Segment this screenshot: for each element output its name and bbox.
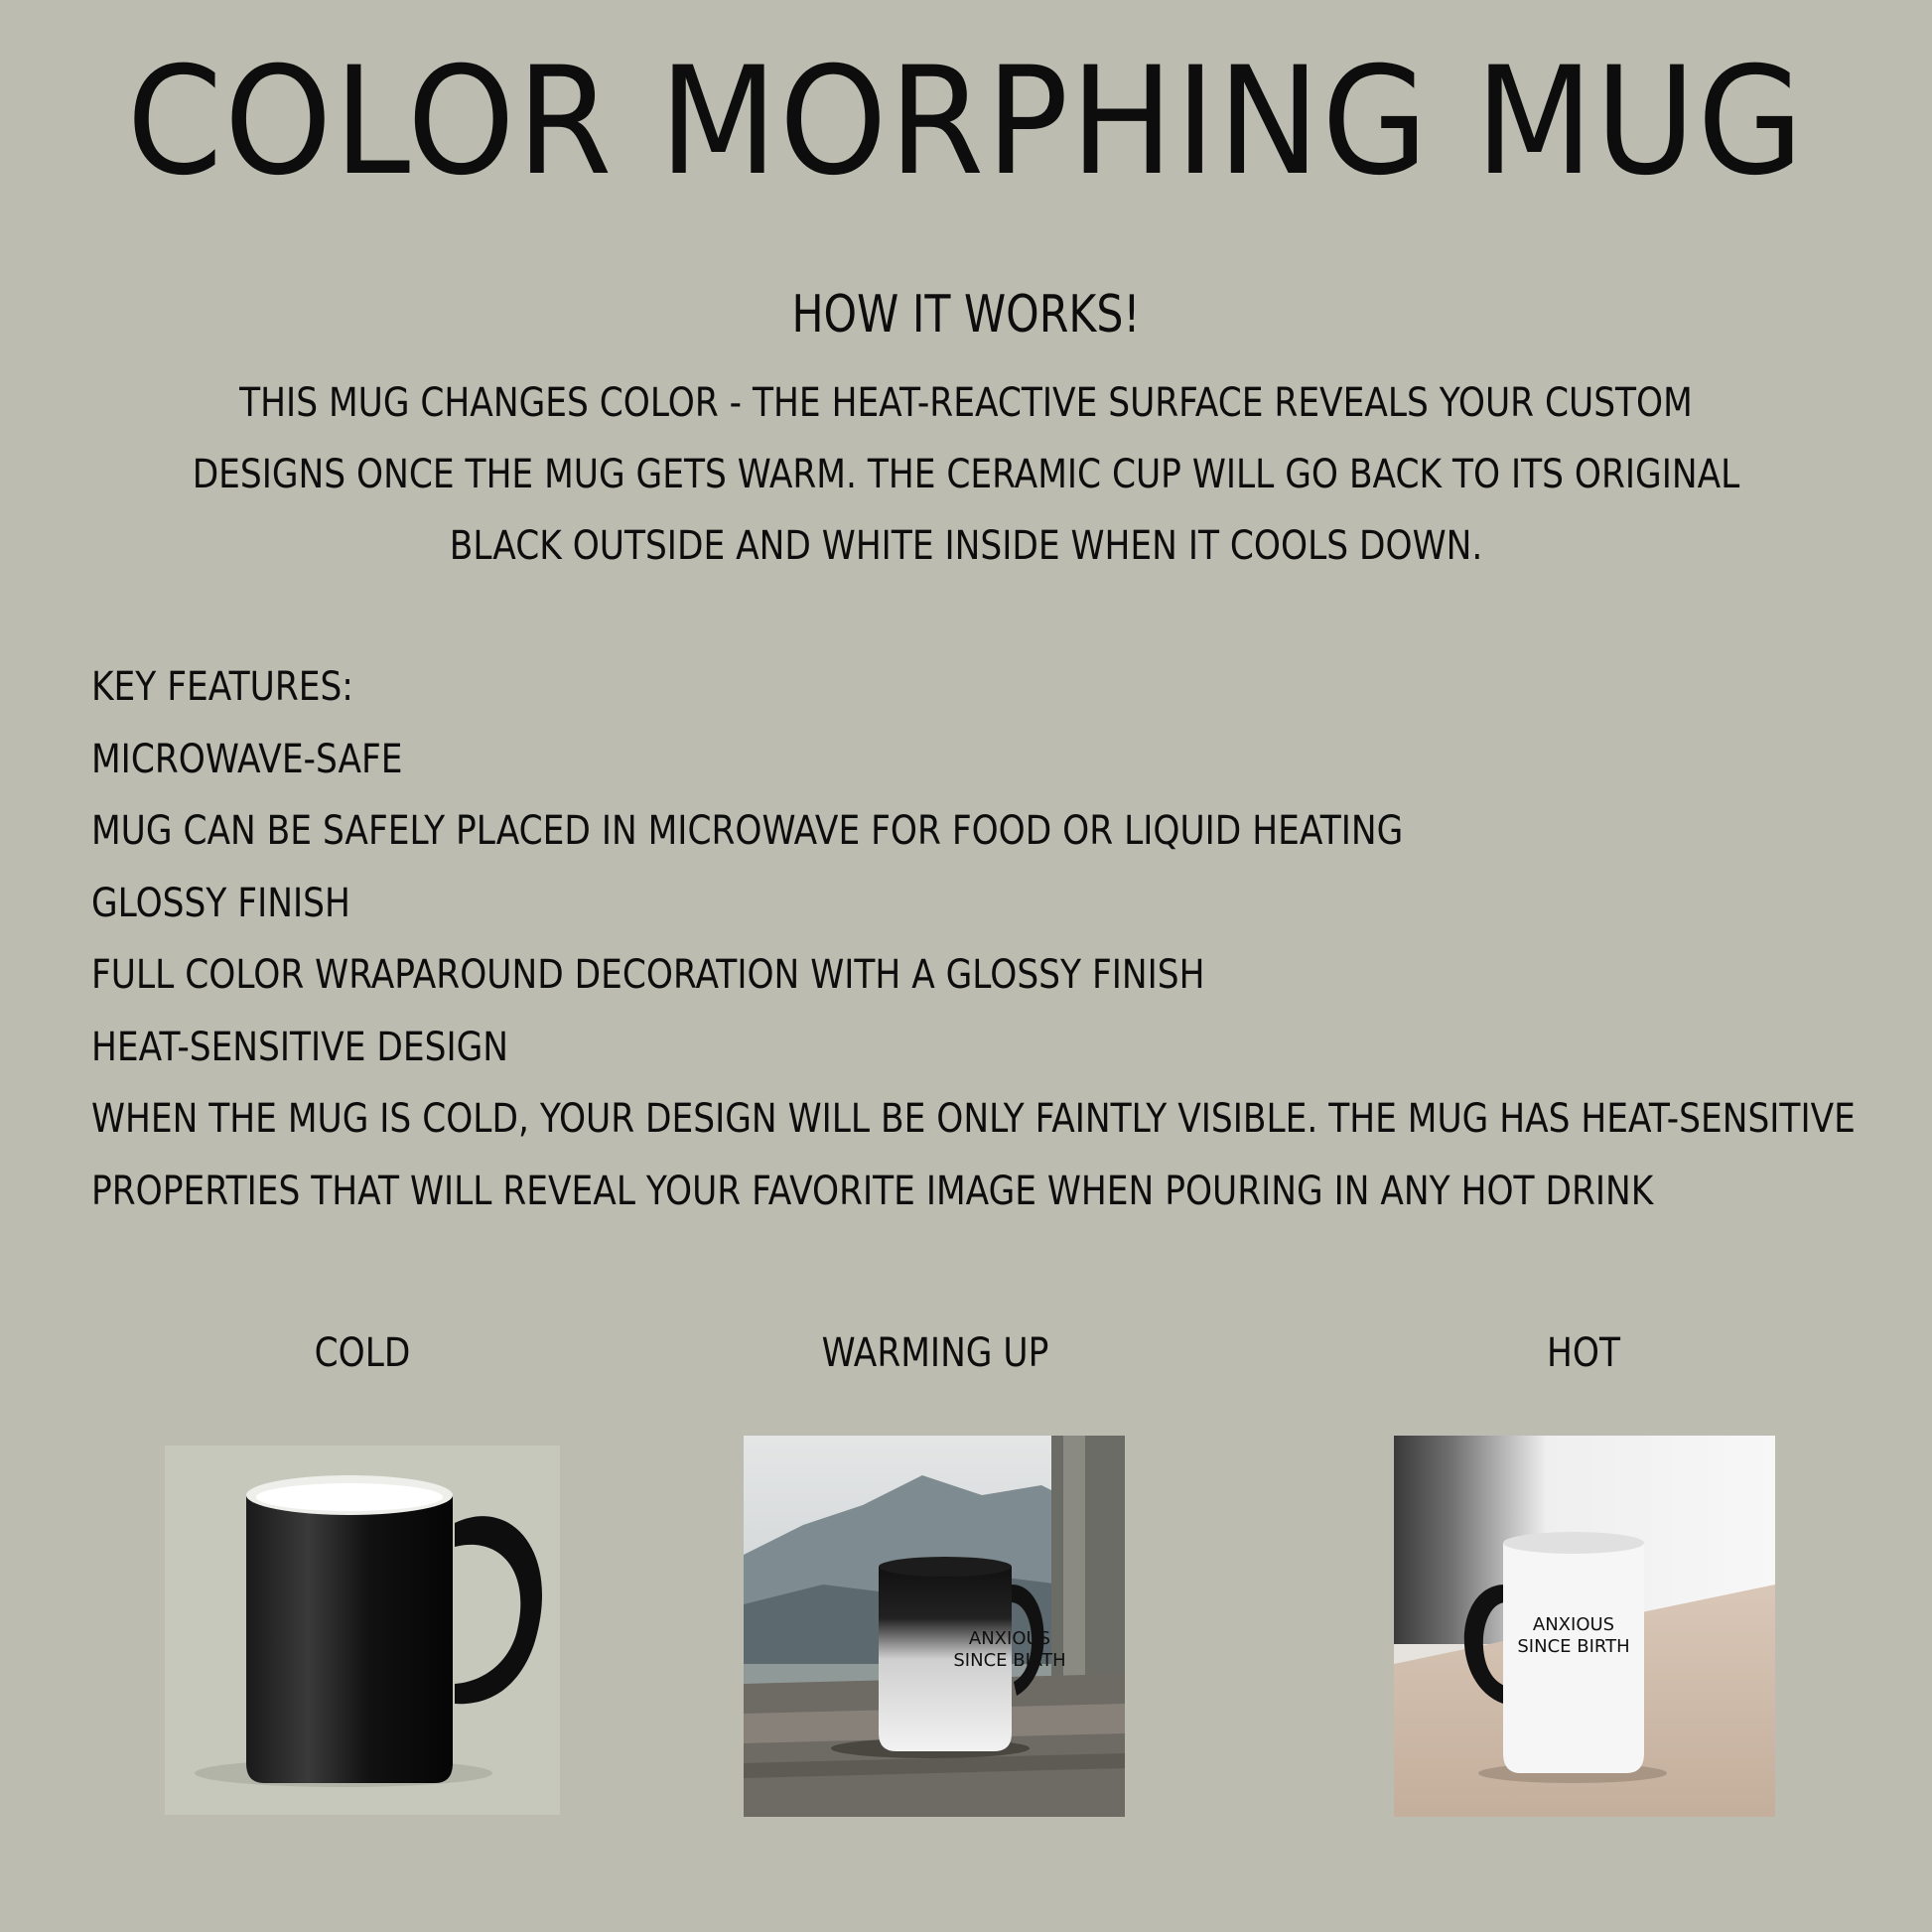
mug-text-line-1: ANXIOUS: [1532, 1614, 1615, 1635]
warming-scene-icon: [744, 1436, 1125, 1817]
cold-mug-image: [165, 1446, 560, 1815]
mug-text-line-2: SINCE BIRTH: [1517, 1636, 1630, 1657]
mug-text-line-1: ANXIOUS: [968, 1628, 1051, 1649]
features-heading: KEY FEATURES:: [91, 664, 353, 710]
intro-paragraph: THIS MUG CHANGES COLOR - THE HEAT-REACTIVE SURFACE REVEALS YOUR CUSTOM DESIGNS ONCE THE MUG GETS WARM. THE CERAMIC CUP WILL GO BACK TO ITS ORIGINAL BLACK OUTSIDE AND WHITE INSIDE WHEN IT COOLS DOWN.: [192, 380, 1740, 569]
feature-item: WHEN THE MUG IS COLD, YOUR DESIGN WILL BE ONLY FAINTLY VISIBLE. THE MUG HAS HEAT-SENSITIVE: [91, 1096, 1856, 1142]
mug-text-warming: [950, 1628, 1069, 1672]
feature-item: HEAT-SENSITIVE DESIGN: [91, 1024, 508, 1070]
stage-label-hot: HOT: [1547, 1330, 1620, 1376]
mug-text-hot: [1513, 1614, 1634, 1658]
warming-mug-image: [744, 1436, 1125, 1817]
feature-item: MUG CAN BE SAFELY PLACED IN MICROWAVE FOR FOOD OR LIQUID HEATING: [91, 808, 1404, 854]
mug-text-line-2: SINCE BIRTH: [953, 1650, 1066, 1671]
hot-mug-image: [1394, 1436, 1775, 1817]
feature-item: MICROWAVE-SAFE: [91, 736, 403, 782]
stage-label-warming: WARMING UP: [821, 1330, 1049, 1376]
stage-label-cold: COLD: [314, 1330, 411, 1376]
feature-item: GLOSSY FINISH: [91, 880, 350, 926]
features-list: [91, 651, 1856, 1227]
feature-item: PROPERTIES THAT WILL REVEAL YOUR FAVORITE IMAGE WHEN POURING IN ANY HOT DRINK: [91, 1168, 1654, 1214]
page-title: COLOR MORPHING MUG: [126, 36, 1806, 208]
black-mug-icon: [165, 1446, 560, 1815]
how-it-works-heading: HOW IT WORKS!: [791, 285, 1141, 345]
feature-item: FULL COLOR WRAPAROUND DECORATION WITH A GLOSSY FINISH: [91, 952, 1205, 998]
